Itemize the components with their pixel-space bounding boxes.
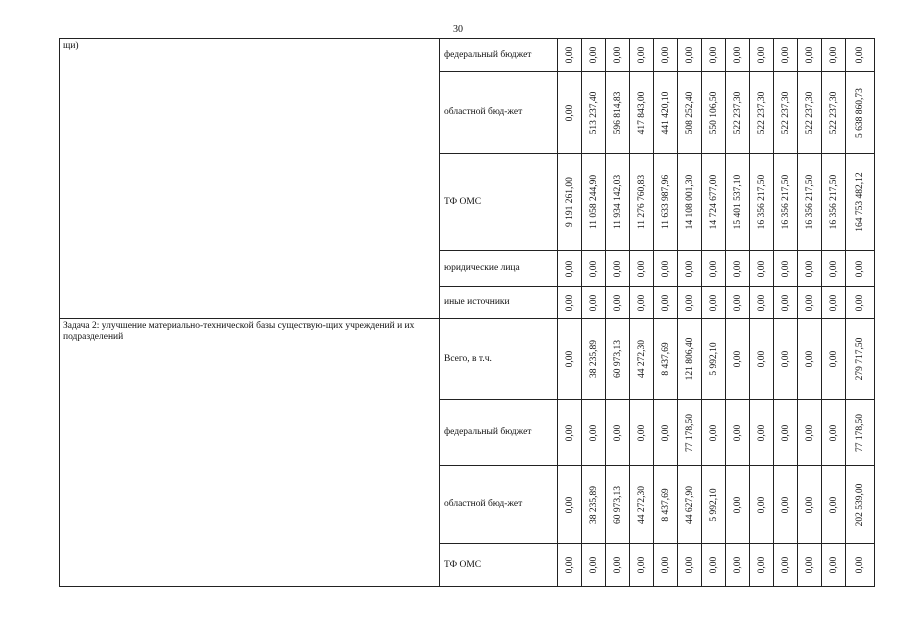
value-text: 0,00 xyxy=(804,294,815,311)
value-text: 60 973,13 xyxy=(612,485,623,524)
value-text: 15 401 537,10 xyxy=(732,174,743,230)
value-text: 77 178,50 xyxy=(855,413,865,452)
value-cell xyxy=(846,319,875,400)
value-text: 0,00 xyxy=(564,294,575,311)
value-text: 0,00 xyxy=(756,260,767,277)
value-text: 0,00 xyxy=(732,556,743,574)
value-cell xyxy=(750,319,774,400)
value-cell xyxy=(606,154,630,251)
value-cell xyxy=(846,287,875,319)
value-cell xyxy=(606,39,630,72)
value-text: 441 420,10 xyxy=(660,91,671,134)
value-cell xyxy=(654,287,678,319)
funding-source-cell: юридические лица xyxy=(440,251,558,287)
value-text: 11 934 142,03 xyxy=(612,174,623,230)
value-text: 0,00 xyxy=(564,350,575,368)
value-text: 522 237,30 xyxy=(756,91,767,134)
value-cell xyxy=(678,287,702,319)
funding-source-cell: ТФ ОМС xyxy=(440,544,558,587)
value-cell xyxy=(702,39,726,72)
value-text: 0,00 xyxy=(684,260,695,277)
value-text: 5 992,10 xyxy=(708,342,719,376)
value-cell xyxy=(726,400,750,466)
value-text: 16 356 217,50 xyxy=(780,174,791,230)
value-text: 0,00 xyxy=(588,260,599,277)
value-cell xyxy=(702,287,726,319)
value-cell xyxy=(678,466,702,544)
value-cell xyxy=(558,287,582,319)
value-text: 0,00 xyxy=(708,556,719,574)
value-text: 596 814,83 xyxy=(612,91,623,134)
value-text: 8 437,69 xyxy=(660,487,671,522)
value-cell xyxy=(702,154,726,251)
value-cell xyxy=(606,287,630,319)
value-cell xyxy=(606,72,630,154)
value-text: 522 237,30 xyxy=(804,91,815,134)
value-cell xyxy=(654,154,678,251)
value-cell xyxy=(678,72,702,154)
value-cell xyxy=(798,287,822,319)
value-text: 11 633 987,96 xyxy=(660,174,671,230)
value-text: 0,00 xyxy=(708,260,719,277)
value-cell xyxy=(846,154,875,251)
value-text: 0,00 xyxy=(828,424,839,441)
value-cell xyxy=(798,319,822,400)
value-text: 0,00 xyxy=(855,46,865,64)
value-cell xyxy=(798,400,822,466)
value-cell xyxy=(846,466,875,544)
value-text: 0,00 xyxy=(804,46,815,64)
value-cell xyxy=(774,251,798,287)
value-cell xyxy=(846,251,875,287)
value-cell xyxy=(654,251,678,287)
value-cell xyxy=(630,154,654,251)
value-cell xyxy=(630,544,654,587)
value-cell xyxy=(630,39,654,72)
value-cell xyxy=(774,154,798,251)
value-cell xyxy=(822,251,846,287)
value-text: 279 717,50 xyxy=(855,337,865,381)
value-cell xyxy=(558,251,582,287)
value-cell xyxy=(822,319,846,400)
value-text: 0,00 xyxy=(756,424,767,441)
value-cell xyxy=(558,39,582,72)
value-cell xyxy=(750,39,774,72)
value-text: 38 235,89 xyxy=(588,340,599,378)
value-cell xyxy=(702,319,726,400)
value-text: 0,00 xyxy=(588,46,599,64)
value-cell xyxy=(750,466,774,544)
value-cell xyxy=(774,400,798,466)
value-text: 0,00 xyxy=(588,556,599,574)
value-text: 0,00 xyxy=(612,424,623,441)
value-cell xyxy=(582,251,606,287)
value-text: 0,00 xyxy=(684,556,695,574)
value-text: 8 437,69 xyxy=(660,342,671,376)
value-text: 0,00 xyxy=(564,104,575,121)
value-text: 0,00 xyxy=(756,294,767,311)
value-cell xyxy=(582,72,606,154)
value-text: 0,00 xyxy=(684,294,695,311)
value-cell xyxy=(726,319,750,400)
page-number: 30 xyxy=(453,24,463,35)
value-cell xyxy=(558,154,582,251)
value-text: 0,00 xyxy=(804,350,815,368)
value-text: 0,00 xyxy=(804,496,815,513)
value-cell xyxy=(678,544,702,587)
value-text: 0,00 xyxy=(828,496,839,513)
value-text: 11 276 760,83 xyxy=(636,174,647,230)
budget-table xyxy=(59,38,875,587)
value-text: 0,00 xyxy=(756,46,767,64)
value-cell xyxy=(654,544,678,587)
value-cell xyxy=(630,251,654,287)
value-text: 0,00 xyxy=(732,496,743,513)
value-cell xyxy=(582,400,606,466)
value-cell xyxy=(750,544,774,587)
value-text: 0,00 xyxy=(636,260,647,277)
value-cell xyxy=(582,154,606,251)
funding-source-cell: федеральный бюджет xyxy=(440,39,558,72)
value-cell xyxy=(774,544,798,587)
value-cell xyxy=(726,154,750,251)
value-cell xyxy=(822,400,846,466)
value-text: 0,00 xyxy=(828,260,839,277)
value-text: 202 539,00 xyxy=(855,483,865,526)
value-text: 0,00 xyxy=(732,350,743,368)
value-cell xyxy=(582,287,606,319)
value-cell xyxy=(606,319,630,400)
value-text: 0,00 xyxy=(564,424,575,441)
value-cell xyxy=(822,154,846,251)
value-text: 0,00 xyxy=(612,556,623,574)
value-text: 0,00 xyxy=(612,260,623,277)
value-cell xyxy=(606,400,630,466)
value-text: 0,00 xyxy=(828,294,839,311)
funding-source-cell: иные источники xyxy=(440,287,558,319)
value-text: 0,00 xyxy=(564,556,575,574)
value-cell xyxy=(750,287,774,319)
value-text: 0,00 xyxy=(660,294,671,311)
value-text: 417 843,00 xyxy=(636,91,647,134)
value-text: 16 356 217,50 xyxy=(756,174,767,230)
value-text: 0,00 xyxy=(780,350,791,368)
value-text: 44 272,30 xyxy=(636,340,647,378)
value-text: 0,00 xyxy=(780,424,791,441)
value-text: 0,00 xyxy=(612,46,623,64)
value-text: 0,00 xyxy=(804,260,815,277)
value-text: 0,00 xyxy=(636,46,647,64)
value-cell xyxy=(798,466,822,544)
value-cell xyxy=(630,400,654,466)
value-cell xyxy=(846,400,875,466)
value-text: 0,00 xyxy=(804,556,815,574)
value-text: 0,00 xyxy=(732,294,743,311)
value-text: 0,00 xyxy=(588,424,599,441)
value-cell xyxy=(774,287,798,319)
value-text: 0,00 xyxy=(828,46,839,64)
value-cell xyxy=(726,466,750,544)
value-text: 121 806,40 xyxy=(684,337,695,381)
value-text: 0,00 xyxy=(732,424,743,441)
value-text: 11 058 244,90 xyxy=(588,174,599,230)
value-cell xyxy=(678,251,702,287)
value-text: 164 753 482,12 xyxy=(855,172,865,232)
value-text: 0,00 xyxy=(855,294,865,311)
value-text: 0,00 xyxy=(708,294,719,311)
value-cell xyxy=(846,39,875,72)
value-text: 0,00 xyxy=(732,260,743,277)
value-cell xyxy=(822,544,846,587)
value-text: 0,00 xyxy=(708,424,719,441)
value-cell xyxy=(726,287,750,319)
value-cell xyxy=(654,319,678,400)
value-cell xyxy=(606,466,630,544)
value-text: 16 356 217,50 xyxy=(828,174,839,230)
value-text: 5 638 860,73 xyxy=(855,87,865,138)
value-cell xyxy=(678,319,702,400)
value-cell xyxy=(822,287,846,319)
value-cell xyxy=(702,400,726,466)
table-row xyxy=(60,39,875,72)
value-cell xyxy=(630,466,654,544)
value-text: 513 237,40 xyxy=(588,91,599,134)
value-text: 522 237,30 xyxy=(732,91,743,134)
value-text: 0,00 xyxy=(660,46,671,64)
value-cell xyxy=(558,400,582,466)
value-text: 0,00 xyxy=(660,556,671,574)
value-text: 0,00 xyxy=(828,350,839,368)
value-cell xyxy=(774,72,798,154)
value-cell xyxy=(750,72,774,154)
value-cell xyxy=(798,39,822,72)
value-cell xyxy=(558,466,582,544)
value-cell xyxy=(774,39,798,72)
value-cell xyxy=(702,466,726,544)
value-text: 0,00 xyxy=(660,424,671,441)
value-cell xyxy=(630,287,654,319)
value-cell xyxy=(678,400,702,466)
value-cell xyxy=(558,544,582,587)
task-cell: Задача 2: улучшение материально-технической базы существую-щих учреждений и их подразделений xyxy=(60,319,440,587)
value-cell xyxy=(702,251,726,287)
value-cell xyxy=(606,544,630,587)
value-text: 522 237,30 xyxy=(780,91,791,134)
funding-source-cell: Всего, в т.ч. xyxy=(440,319,558,400)
value-cell xyxy=(678,154,702,251)
value-cell xyxy=(774,466,798,544)
value-text: 60 973,13 xyxy=(612,340,623,378)
value-text: 0,00 xyxy=(564,260,575,277)
value-text: 0,00 xyxy=(804,424,815,441)
value-text: 14 108 001,30 xyxy=(684,174,695,230)
value-text: 0,00 xyxy=(564,496,575,513)
value-text: 16 356 217,50 xyxy=(804,174,815,230)
value-cell xyxy=(750,154,774,251)
value-cell xyxy=(582,466,606,544)
value-text: 44 272,30 xyxy=(636,485,647,524)
value-cell xyxy=(822,466,846,544)
funding-source-cell: областной бюд-жет xyxy=(440,72,558,154)
value-cell xyxy=(798,544,822,587)
value-cell xyxy=(726,251,750,287)
value-cell xyxy=(702,72,726,154)
value-cell xyxy=(702,544,726,587)
value-text: 38 235,89 xyxy=(588,485,599,524)
funding-source-cell: областной бюд-жет xyxy=(440,466,558,544)
value-cell xyxy=(726,544,750,587)
value-text: 0,00 xyxy=(756,556,767,574)
value-text: 0,00 xyxy=(855,260,865,277)
value-cell xyxy=(846,72,875,154)
value-text: 0,00 xyxy=(780,496,791,513)
value-text: 0,00 xyxy=(756,496,767,513)
value-text: 0,00 xyxy=(636,556,647,574)
value-text: 0,00 xyxy=(855,556,865,574)
value-text: 508 252,40 xyxy=(684,91,695,134)
table-row xyxy=(60,319,875,400)
value-cell xyxy=(750,251,774,287)
value-cell xyxy=(822,39,846,72)
value-text: 0,00 xyxy=(564,46,575,64)
value-cell xyxy=(654,400,678,466)
value-text: 44 627,90 xyxy=(684,485,695,524)
value-cell xyxy=(582,319,606,400)
value-cell xyxy=(582,544,606,587)
value-cell xyxy=(750,400,774,466)
value-cell xyxy=(726,72,750,154)
value-cell xyxy=(798,72,822,154)
value-text: 0,00 xyxy=(588,294,599,311)
value-text: 0,00 xyxy=(780,556,791,574)
value-text: 0,00 xyxy=(708,46,719,64)
value-text: 0,00 xyxy=(732,46,743,64)
value-cell xyxy=(774,319,798,400)
value-text: 77 178,50 xyxy=(684,413,695,452)
value-text: 5 992,10 xyxy=(708,487,719,522)
task-cell: щи) xyxy=(60,39,440,319)
value-cell xyxy=(654,72,678,154)
value-text: 550 106,50 xyxy=(708,91,719,134)
value-text: 0,00 xyxy=(828,556,839,574)
value-text: 0,00 xyxy=(684,46,695,64)
value-text: 0,00 xyxy=(756,350,767,368)
value-text: 14 724 677,00 xyxy=(708,174,719,230)
value-cell xyxy=(678,39,702,72)
value-cell xyxy=(726,39,750,72)
value-cell xyxy=(630,319,654,400)
value-text: 9 191 261,00 xyxy=(564,177,575,227)
value-cell xyxy=(606,251,630,287)
value-cell xyxy=(582,39,606,72)
value-cell xyxy=(798,251,822,287)
value-cell xyxy=(822,72,846,154)
value-cell xyxy=(630,72,654,154)
value-text: 0,00 xyxy=(780,260,791,277)
funding-source-cell: ТФ ОМС xyxy=(440,154,558,251)
value-cell xyxy=(558,319,582,400)
value-text: 0,00 xyxy=(780,46,791,64)
value-text: 0,00 xyxy=(660,260,671,277)
value-text: 0,00 xyxy=(612,294,623,311)
value-cell xyxy=(798,154,822,251)
value-cell xyxy=(846,544,875,587)
value-cell xyxy=(654,39,678,72)
value-cell xyxy=(558,72,582,154)
value-text: 0,00 xyxy=(780,294,791,311)
value-cell xyxy=(654,466,678,544)
value-text: 0,00 xyxy=(636,294,647,311)
value-text: 522 237,30 xyxy=(828,91,839,134)
funding-source-cell: федеральный бюджет xyxy=(440,400,558,466)
value-text: 0,00 xyxy=(636,424,647,441)
